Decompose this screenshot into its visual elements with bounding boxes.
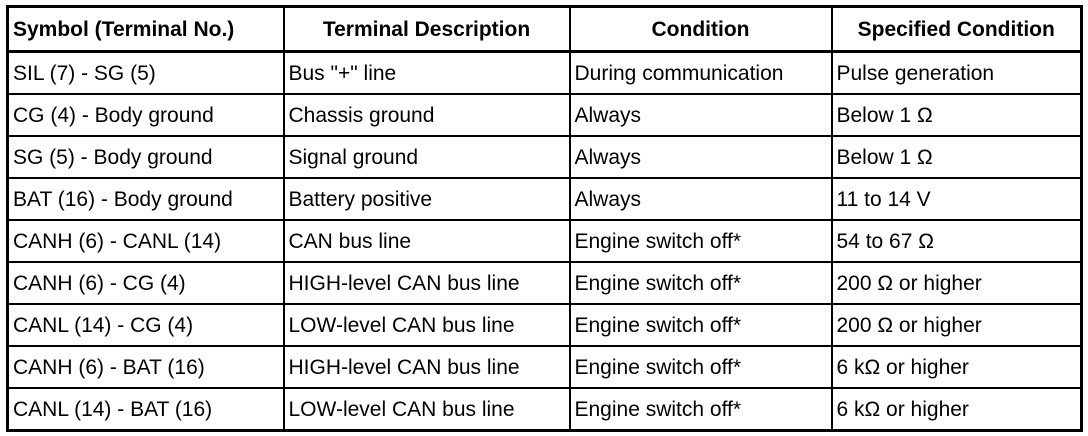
cell-condition: Always	[570, 94, 832, 136]
table-row	[8, 94, 1082, 136]
header-specified-condition: Specified Condition	[832, 7, 1082, 52]
header-row	[8, 7, 1082, 52]
cell-symbol: CANH (6) - CG (4)	[8, 262, 284, 304]
cell-specified: Pulse generation	[832, 52, 1082, 95]
cell-specified: 6 kΩ or higher	[832, 388, 1082, 431]
cell-condition: During communication	[570, 52, 832, 95]
cell-description: CAN bus line	[284, 220, 570, 262]
cell-description: HIGH-level CAN bus line	[284, 346, 570, 388]
cell-description: LOW-level CAN bus line	[284, 388, 570, 431]
cell-condition: Engine switch off*	[570, 346, 832, 388]
cell-symbol: CANH (6) - BAT (16)	[8, 346, 284, 388]
cell-condition: Always	[570, 178, 832, 220]
cell-specified: Below 1 Ω	[832, 94, 1082, 136]
header-terminal-description: Terminal Description	[284, 7, 570, 52]
cell-condition: Engine switch off*	[570, 262, 832, 304]
cell-condition: Engine switch off*	[570, 304, 832, 346]
terminal-spec-table	[6, 5, 1083, 432]
cell-symbol: BAT (16) - Body ground	[8, 178, 284, 220]
cell-condition: Engine switch off*	[570, 388, 832, 431]
table-row	[8, 136, 1082, 178]
table-row	[8, 220, 1082, 262]
table-row	[8, 346, 1082, 388]
cell-specified: 11 to 14 V	[832, 178, 1082, 220]
cell-symbol: CANL (14) - CG (4)	[8, 304, 284, 346]
spec-sheet	[6, 5, 1080, 429]
table-row	[8, 178, 1082, 220]
cell-description: Battery positive	[284, 178, 570, 220]
cell-symbol: CANL (14) - BAT (16)	[8, 388, 284, 431]
cell-symbol: SG (5) - Body ground	[8, 136, 284, 178]
cell-symbol: CANH (6) - CANL (14)	[8, 220, 284, 262]
table-row	[8, 388, 1082, 431]
cell-description: Bus "+" line	[284, 52, 570, 95]
cell-symbol: SIL (7) - SG (5)	[8, 52, 284, 95]
cell-symbol: CG (4) - Body ground	[8, 94, 284, 136]
header-condition: Condition	[570, 7, 832, 52]
cell-condition: Always	[570, 136, 832, 178]
cell-specified: 200 Ω or higher	[832, 304, 1082, 346]
cell-specified: 200 Ω or higher	[832, 262, 1082, 304]
cell-specified: Below 1 Ω	[832, 136, 1082, 178]
header-symbol: Symbol (Terminal No.)	[8, 7, 284, 52]
table-row	[8, 52, 1082, 95]
table-row	[8, 304, 1082, 346]
cell-specified: 54 to 67 Ω	[832, 220, 1082, 262]
cell-specified: 6 kΩ or higher	[832, 346, 1082, 388]
cell-description: HIGH-level CAN bus line	[284, 262, 570, 304]
table-row	[8, 262, 1082, 304]
cell-condition: Engine switch off*	[570, 220, 832, 262]
cell-description: Signal ground	[284, 136, 570, 178]
cell-description: LOW-level CAN bus line	[284, 304, 570, 346]
cell-description: Chassis ground	[284, 94, 570, 136]
